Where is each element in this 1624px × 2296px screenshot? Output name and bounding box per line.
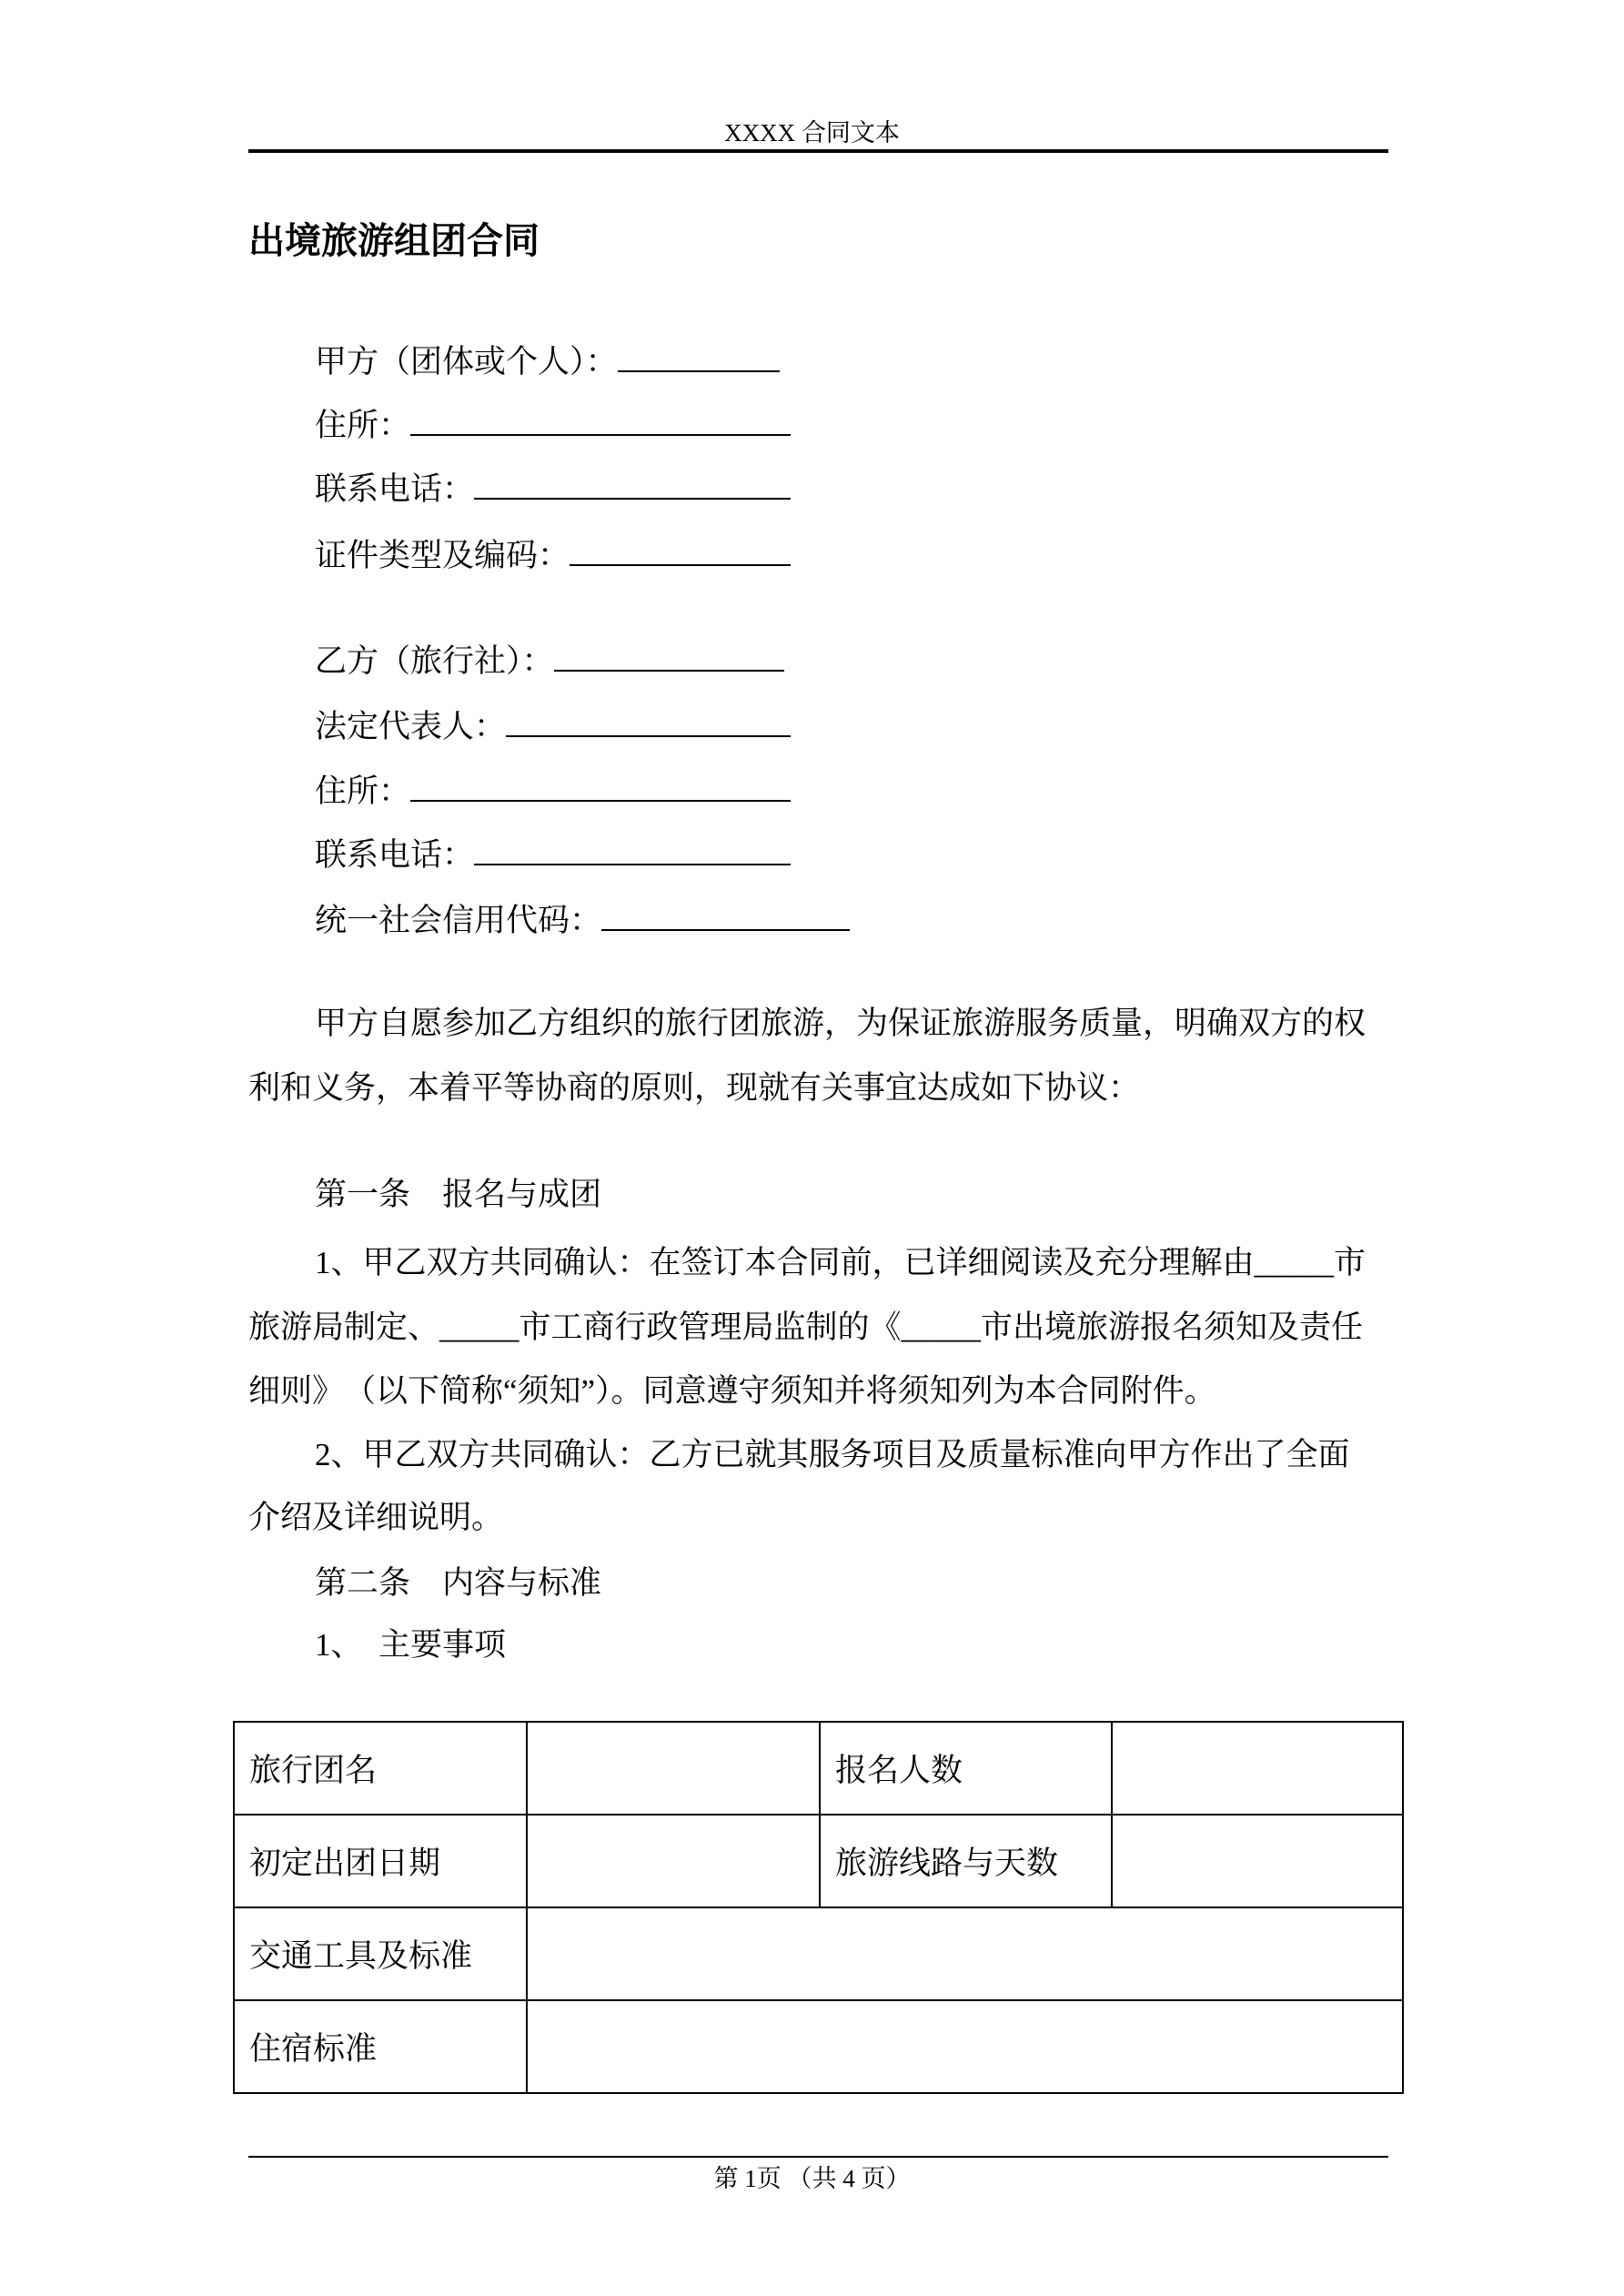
field-label: 法定代表人： [315, 709, 507, 744]
table-row [234, 1722, 1403, 1815]
field-label: 证件类型及编码： [315, 538, 570, 573]
blank-field[interactable] [570, 533, 791, 566]
intro-text: 利和义务，本着平等协商的原则，现就有关事宜达成如下协议： [248, 1070, 1141, 1106]
document-title: 出境旅游组团合同 [248, 220, 540, 261]
blank-field[interactable] [554, 639, 784, 672]
table-label: 初定出团日期 [234, 1815, 527, 1907]
party-a-name-line [315, 339, 780, 383]
party-a-id-line [315, 533, 791, 577]
table-value-cell[interactable] [527, 1722, 820, 1815]
page-header: XXXX 合同文本 [724, 119, 900, 147]
blank-field[interactable] [506, 704, 791, 737]
table-label: 旅行团名 [234, 1722, 527, 1815]
page-number: 第 1页 （共 4 页） [713, 2165, 911, 2192]
table-row [234, 2000, 1403, 2093]
party-b-name-line [315, 639, 784, 683]
party-b-credit-line [315, 898, 850, 942]
table-label: 住宿标准 [234, 2000, 527, 2093]
footer-divider [248, 2156, 1388, 2158]
blank-field[interactable] [410, 403, 791, 436]
field-label: 住所： [315, 408, 411, 443]
table-row [234, 1907, 1403, 2000]
table-value-cell[interactable] [1112, 1722, 1403, 1815]
main-items-table [233, 1721, 1404, 2094]
article-text: 细则》 （以下简称“须知”）。同意遵守须知并将须知列为本合同附件。 [248, 1373, 1216, 1409]
party-b-rep-line [315, 704, 791, 748]
blank-field[interactable] [601, 898, 850, 931]
article-text: 2、甲乙双方共同确认：乙方已就其服务项目及质量标准向甲方作出了全面 [315, 1437, 1350, 1472]
table-label: 旅游线路与天数 [820, 1815, 1112, 1907]
blank-field[interactable] [410, 769, 791, 802]
article-text: 介绍及详细说明。 [248, 1500, 504, 1535]
blank-field[interactable] [474, 833, 791, 865]
field-label: 统一社会信用代码： [315, 903, 602, 938]
sub-heading: 1、 主要事项 [315, 1627, 507, 1663]
field-label: 住所： [315, 774, 411, 809]
party-a-address-line [315, 403, 791, 447]
field-label: 联系电话： [315, 471, 475, 507]
party-a-phone-line [315, 467, 791, 511]
field-label: 甲方（团体或个人）： [315, 344, 618, 379]
article-text: 1、甲乙双方共同确认：在签订本合同前，已详细阅读及充分理解由_____市 [315, 1245, 1367, 1280]
article-heading: 第一条 报名与成团 [315, 1177, 602, 1212]
field-label: 联系电话： [315, 837, 475, 873]
table-value-cell[interactable] [1112, 1815, 1403, 1907]
blank-field[interactable] [474, 467, 791, 500]
table-label: 报名人数 [820, 1722, 1112, 1815]
blank-field[interactable] [618, 339, 780, 372]
table-value-cell[interactable] [527, 1815, 820, 1907]
party-b-address-line [315, 769, 791, 813]
party-b-phone-line [315, 833, 791, 876]
table-value-cell[interactable] [527, 1907, 1403, 2000]
article-text: 旅游局制定、_____市工商行政管理局监制的《_____市出境旅游报名须知及责任 [248, 1310, 1364, 1345]
field-label: 乙方（旅行社）： [315, 643, 554, 679]
table-label: 交通工具及标准 [234, 1907, 527, 2000]
intro-text: 甲方自愿参加乙方组织的旅行团旅游，为保证旅游服务质量，明确双方的权 [315, 1006, 1367, 1041]
table-row [234, 1815, 1403, 1907]
table-value-cell[interactable] [527, 2000, 1403, 2093]
header-divider [248, 149, 1388, 153]
article-heading: 第二条 内容与标准 [315, 1565, 602, 1601]
